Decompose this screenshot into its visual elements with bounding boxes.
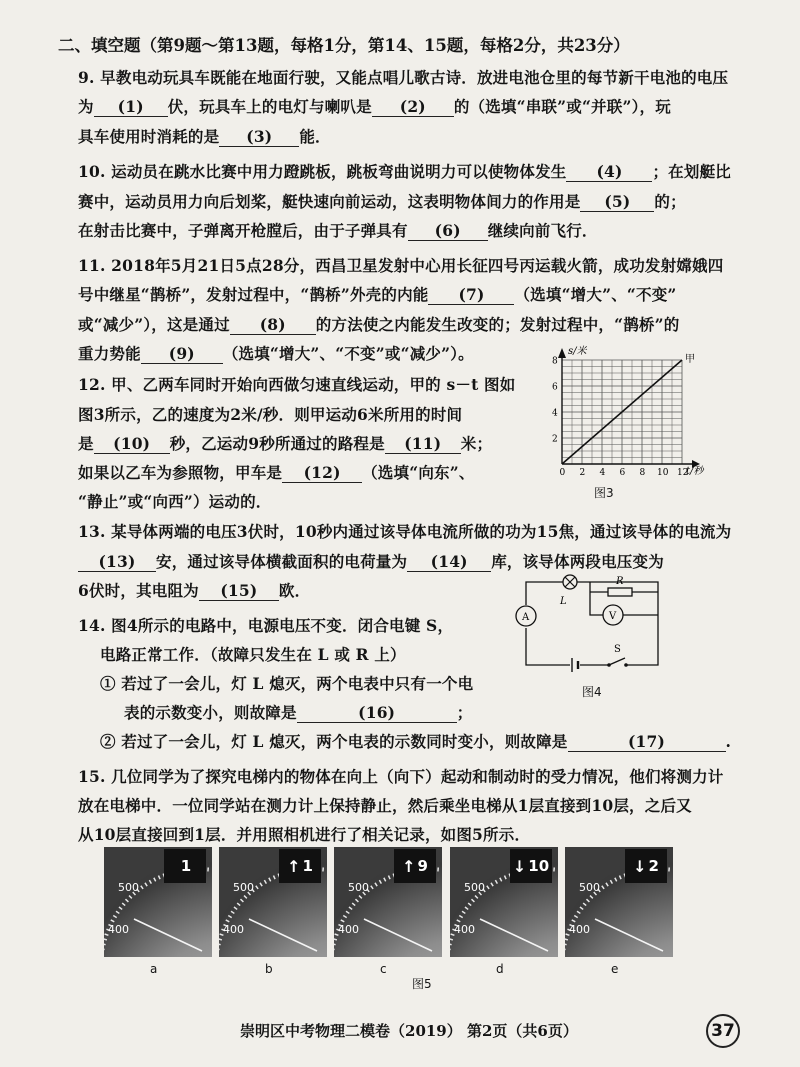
direction-arrow-icon: ↓	[512, 856, 527, 876]
blank-16[interactable]: (16)	[297, 703, 457, 723]
text: 能．	[299, 127, 331, 146]
figure-5-caption: 图5	[412, 977, 432, 991]
wire	[526, 582, 563, 605]
blank-9[interactable]: (9)	[141, 344, 223, 364]
text: 秒，乙运动9秒所通过的路程是	[169, 434, 385, 453]
text: ；	[456, 703, 473, 722]
figure-4-caption: 图4	[582, 685, 602, 699]
q12-line-4	[78, 461, 475, 483]
q13-line-1: 13. 某导体两端的电压3伏时，10秒内通过该导体电流所做的功为15焦，通过该导体的电流为	[78, 522, 732, 541]
text: 欧．	[278, 581, 311, 600]
blank-2[interactable]: (2)	[372, 97, 454, 117]
q14-line-4	[78, 701, 472, 723]
floor-number: 10	[528, 857, 550, 875]
battery-icon	[572, 658, 578, 672]
direction-arrow-icon: ↑	[402, 856, 416, 876]
voltmeter-label: V	[609, 611, 617, 622]
x-tick-label: 2	[579, 468, 586, 478]
wire	[526, 628, 570, 665]
q12-line-5: “静止”或“向西”）运动的．	[78, 492, 272, 511]
floor-number: 1	[180, 857, 192, 875]
text: 继续向前飞行．	[487, 221, 598, 240]
y-axis-arrow-icon	[558, 348, 566, 358]
floor-number: 1	[302, 857, 313, 875]
q14-line-3: ① 若过了一会儿，灯 L 熄灭，两个电表中只有一个电	[100, 674, 474, 693]
scale-number-400: 400	[108, 923, 129, 936]
q11-line-2	[78, 283, 677, 305]
floor-indicator	[279, 849, 321, 883]
blank-6[interactable]: (6)	[408, 221, 488, 241]
photo-label-e: e	[611, 962, 619, 976]
text: 表的示数变小，则故障是	[124, 703, 297, 722]
blank-10[interactable]: (10)	[94, 434, 170, 454]
q10-line-3	[78, 219, 598, 241]
x-tick-label: 12	[677, 468, 689, 478]
text: （选填“向东”、	[362, 463, 475, 482]
blank-15[interactable]: (15)	[199, 581, 279, 601]
figure-3-graph	[540, 340, 720, 480]
scale-number-500: 500	[233, 881, 254, 894]
page-badge: 37	[706, 1014, 740, 1048]
q15-line-3: 从10层直接回到1层．并用照相机进行了相关记录，如图5所示．	[78, 825, 531, 844]
y-tick-label: 2	[552, 434, 558, 445]
q9-line-1: 9. 早教电动玩具车既能在地面行驶，又能点唱儿歌古诗．放进电池仓里的每节新干电池的电压	[78, 68, 729, 87]
text: 伏，玩具车上的电灯与喇叭是	[167, 97, 372, 116]
text: （选填“增大”、“不变”或“减少”）。	[222, 344, 474, 363]
direction-arrow-icon: ↓	[633, 856, 647, 876]
scale-number-500: 500	[579, 881, 600, 894]
y-tick-label: 6	[552, 382, 558, 393]
scale-photo-c	[334, 847, 442, 957]
text: 是	[78, 434, 94, 453]
photo-label-c: c	[380, 962, 387, 976]
blank-1[interactable]: (1)	[94, 97, 168, 117]
series-label: 甲	[685, 354, 695, 365]
x-axis-label: t/秒	[686, 466, 704, 477]
text: 具车使用时消耗的是	[78, 127, 220, 146]
resistor-icon	[608, 588, 632, 596]
q10-line-2	[78, 190, 686, 212]
direction-arrow-icon: ↑	[287, 856, 301, 876]
photo-label-a: a	[150, 962, 158, 976]
scale-photo-e	[565, 847, 673, 957]
text: 的（选填“串联”或“并联”），玩	[453, 97, 671, 116]
q10-line-1	[78, 160, 731, 182]
blank-7[interactable]: (7)	[428, 285, 514, 305]
page-footer: 崇明区中考物理二模卷（2019） 第2页（共6页）	[240, 1022, 578, 1040]
scale-number-500: 500	[348, 881, 369, 894]
x-tick-label: 0	[559, 468, 566, 478]
x-tick-label: 10	[657, 468, 669, 478]
figure-4-circuit	[508, 570, 678, 680]
q11-line-1: 11. 2018年5月21日5点28分，西昌卫星发射中心用长征四号丙运载火箭，成功发射嫦娥四	[78, 256, 724, 275]
blank-11[interactable]: (11)	[385, 434, 461, 454]
q13-line-3	[78, 579, 310, 601]
q15-line-2: 放在电梯中．一位同学站在测力计上保持静止，然后乘坐电梯从1层直接到10层，之后又	[78, 796, 692, 815]
scale-number-500: 500	[464, 881, 485, 894]
q14-line-1: 14. 图4所示的电路中，电源电压不变．闭合电键 S，	[78, 616, 454, 635]
q14-line-5	[78, 730, 731, 752]
text: 10. 运动员在跳水比赛中用力蹬跳板，跳板弯曲说明力可以使物体发生	[78, 162, 567, 181]
blank-13[interactable]: (13)	[78, 552, 156, 572]
x-tick-label: 6	[619, 468, 626, 478]
blank-3[interactable]: (3)	[219, 127, 299, 147]
graph-ticks	[552, 357, 688, 479]
wire	[590, 582, 603, 615]
blank-5[interactable]: (5)	[580, 192, 654, 212]
photo-label-d: d	[496, 962, 504, 976]
lamp-label: L	[560, 596, 567, 607]
blank-8[interactable]: (8)	[230, 315, 316, 335]
text: ；在划艇比	[652, 162, 731, 181]
scale-number-400: 400	[223, 923, 244, 936]
scale-number-400: 400	[454, 923, 475, 936]
text: 米；	[460, 434, 493, 453]
switch-icon	[607, 658, 628, 667]
scale-photo-d	[450, 847, 558, 957]
q15-line-1: 15. 几位同学为了探究电梯内的物体在向上（向下）起动和制动时的受力情况，他们将测力计	[78, 767, 724, 786]
blank-17[interactable]: (17)	[568, 732, 726, 752]
floor-indicator	[164, 849, 206, 883]
floor-number: 9	[417, 857, 428, 875]
scale-number-500: 500	[118, 881, 139, 894]
q9-line-3	[78, 125, 331, 147]
floor-indicator	[625, 849, 667, 883]
text: 或“减少”），这是通过	[78, 315, 230, 334]
floor-indicator	[394, 849, 436, 883]
scale-photo-b	[219, 847, 327, 957]
blank-14[interactable]: (14)	[407, 552, 491, 572]
q12-line-1: 12. 甲、乙两车同时开始向西做匀速直线运动，甲的 s－t 图如	[78, 375, 516, 394]
switch-label: S	[614, 644, 621, 655]
q9-line-2	[78, 95, 671, 117]
x-tick-label: 4	[599, 468, 606, 478]
scale-photo-a	[104, 847, 212, 957]
text: ② 若过了一会儿，灯 L 熄灭，两个电表的示数同时变小，则故障是	[100, 732, 568, 751]
blank-12[interactable]: (12)	[282, 463, 362, 483]
scale-number-400: 400	[338, 923, 359, 936]
blank-4[interactable]: (4)	[566, 162, 652, 182]
text: 如果以乙车为参照物，甲车是	[78, 463, 283, 482]
q13-line-2	[78, 550, 664, 572]
text: 6伏时，其电阻为	[78, 581, 199, 600]
resistor-label: R	[616, 576, 624, 587]
y-tick-label: 4	[552, 408, 558, 419]
text: 为	[78, 97, 94, 116]
q11-line-4	[78, 342, 474, 364]
text: 安，通过该导体横截面积的电荷量为	[156, 552, 408, 571]
text: 的；	[654, 192, 686, 211]
floor-number: 2	[648, 857, 659, 875]
text: 在射击比赛中，子弹离开枪膛后，由于子弹具有	[78, 221, 408, 240]
y-axis-label: s/米	[568, 346, 587, 357]
section-title: 二、填空题（第9题～第13题，每格1分，第14、15题，每格2分，共23分）	[58, 36, 630, 55]
q12-line-2: 图3所示，乙的速度为2米/秒．则甲运动6米所用的时间	[78, 405, 463, 424]
text: 的方法使之内能发生改变的；发射过程中，“鹊桥”的	[315, 315, 680, 334]
x-tick-label: 8	[639, 468, 646, 478]
text: 号中继星“鹊桥”，发射过程中，“鹊桥”外壳的内能	[78, 285, 429, 304]
q11-line-3	[78, 313, 679, 335]
figure-3-caption: 图3	[594, 486, 614, 500]
floor-indicator	[510, 849, 552, 883]
text: 重力势能	[78, 344, 141, 363]
q14-line-2: 电路正常工作．（故障只发生在 L 或 R 上）	[100, 645, 406, 664]
text: .	[725, 732, 732, 751]
text: 库，该导体两段电压变为	[491, 552, 664, 571]
q12-line-3	[78, 432, 492, 454]
y-tick-label: 8	[552, 356, 558, 367]
photo-label-b: b	[265, 962, 273, 976]
text: （选填“增大”、“不变”	[514, 285, 677, 304]
scale-number-400: 400	[569, 923, 590, 936]
lamp-icon	[563, 575, 577, 589]
ammeter-label: A	[522, 612, 530, 623]
text: 赛中，运动员用力向后划桨，艇快速向前运动，这表明物体间力的作用是	[78, 192, 581, 211]
